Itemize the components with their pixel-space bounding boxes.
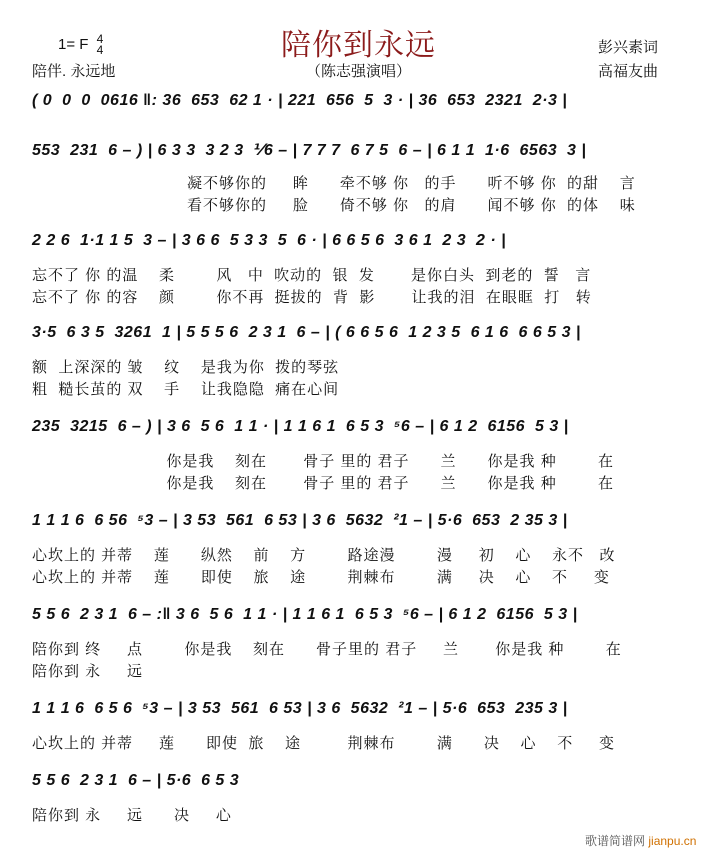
notation-line: 235 3215 6 – ) | 3 6 5 6 1 1 · | 1 1 6 1 6 5 3 ⁵6 – | 6 1 2 6156 5 3 |: [32, 418, 569, 435]
lyric-line-1: 凝不够你的 眸 牵不够 你 的手 听不够 你 的甜 言: [32, 175, 636, 192]
notation-line: 5 5 6 2 3 1 6 – | 5·6 6 5 3: [32, 772, 240, 789]
key-label: 1= F: [58, 35, 89, 53]
lyric-line-1: 额 上深深的 皱 纹 是我为你 拨的琴弦: [32, 359, 340, 376]
lyric-line-1: 陪你到 终 点 你是我 刻在 骨子里的 君子 兰 你是我 种 在: [32, 641, 622, 658]
lyricist-credit: 彭兴素词: [598, 39, 659, 56]
lyric-line-1: 陪你到 永 远 决 心: [32, 807, 232, 824]
lyric-line-2: 粗 糙长茧的 双 手 让我隐隐 痛在心间: [32, 381, 340, 398]
watermark-text: 歌谱简谱网: [585, 834, 646, 848]
notation-line: 2 2 6 1·1 1 5 3 – | 3 6 6 5 3 3 5 6 · | 6 6 5 6 3 6 1 2 3 2 · |: [32, 232, 507, 249]
time-signature: 4 4: [96, 32, 104, 57]
lyric-line-2: 看不够你的 脸 倚不够 你 的肩 闻不够 你 的体 味: [32, 197, 636, 214]
accompaniment-marking: 陪伴. 永远地: [32, 63, 116, 80]
lyric-line-2: 忘不了 你 的容 颜 你不再 挺拔的 背 影 让我的泪 在眼眶 打 转: [32, 289, 592, 306]
lyric-line-1: 你是我 刻在 骨子 里的 君子 兰 你是我 种 在: [32, 453, 615, 470]
notation-line: 1 1 1 6 6 56 ⁵3 – | 3 53 561 6 53 | 3 6 5632 ²1 – | 5·6 653 2 35 3 |: [32, 512, 568, 529]
site-watermark: [585, 832, 696, 849]
notation-line: 5 5 6 2 3 1 6 – :‖ 3 6 5 6 1 1 · | 1 1 6 1 6 5 3 ⁵6 – | 6 1 2 6156 5 3 |: [32, 606, 578, 623]
notation-line: 1 1 1 6 6 5 6 ⁵3 – | 3 53 561 6 53 | 3 6 5632 ²1 – | 5·6 653 235 3 |: [32, 700, 568, 717]
lyric-line-2: 你是我 刻在 骨子 里的 君子 兰 你是我 种 在: [32, 475, 615, 492]
watermark-url: jianpu.cn: [648, 834, 697, 848]
lyric-line-2: 陪你到 永 远: [32, 663, 144, 680]
lyric-line-1: 心坎上的 并蒂 莲 即使 旅 途 荆棘布 满 决 心 不 变: [32, 735, 616, 752]
notation-line: 553 231 6 – ) | 6 3 3 3 2 3 ⅟6 – | 7 7 7 6 7 5 6 – | 6 1 1 1·6 6563 3 |: [32, 142, 587, 159]
notation-line: ( 0 0 0 0616 ‖: 36 653 62 1 · | 221 656 5 3 · | 36 653 2321 2·3 |: [32, 92, 568, 109]
singer-credit: （陈志强演唱）: [305, 63, 411, 80]
lyric-line-1: 忘不了 你 的温 柔 风 中 吹动的 银 发 是你白头 到老的 誓 言: [32, 267, 592, 284]
lyric-line-1: 心坎上的 并蒂 莲 纵然 前 方 路途漫 漫 初 心 永不 改: [32, 547, 616, 564]
song-title: 陪你到永远: [281, 29, 436, 62]
lyric-line-2: 心坎上的 并蒂 莲 即使 旅 途 荆棘布 满 决 心 不 变: [32, 569, 610, 586]
notation-line: 3·5 6 3 5 3261 1 | 5 5 5 6 2 3 1 6 – | ( 6 6 5 6 1 2 3 5 6 1 6 6 6 5 3 |: [32, 324, 581, 341]
composer-credit: 高福友曲: [598, 63, 659, 80]
